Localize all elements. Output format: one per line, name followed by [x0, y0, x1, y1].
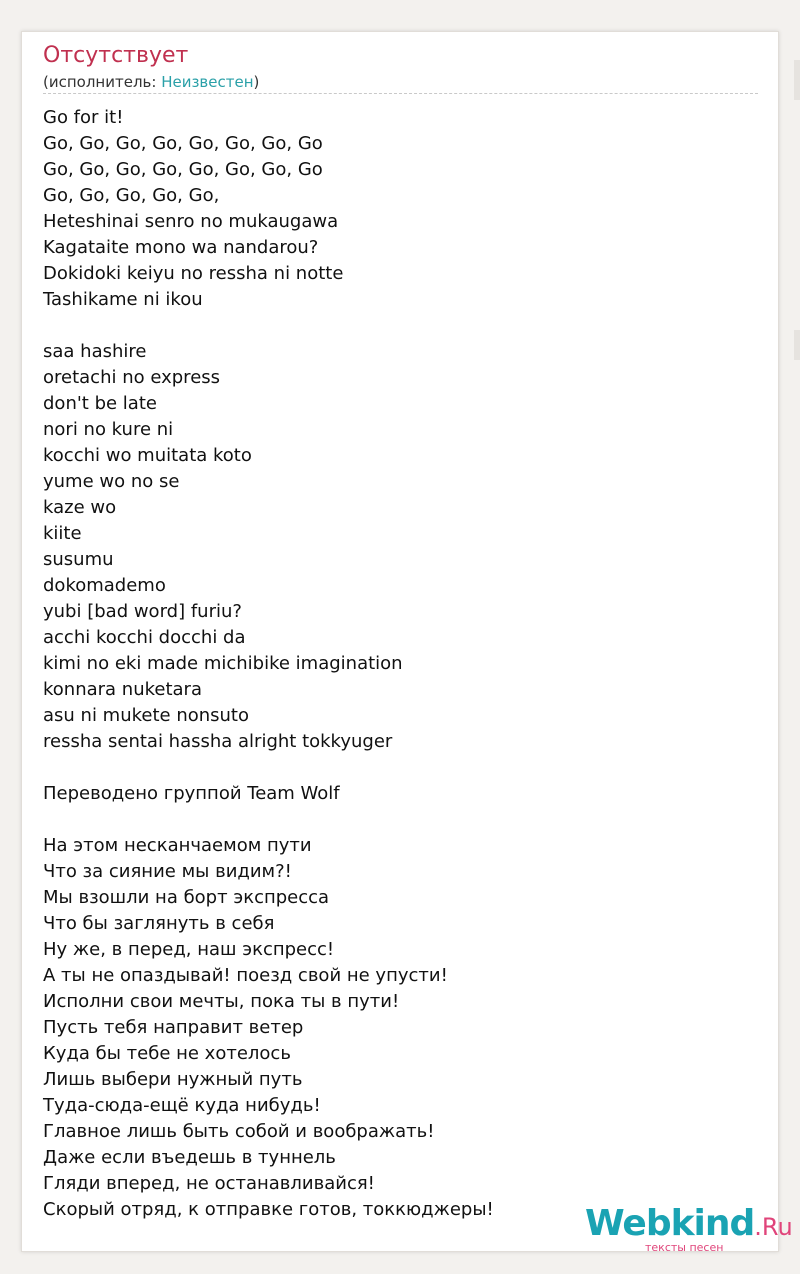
divider: [43, 93, 758, 94]
lyrics-line: kaze wo: [43, 497, 117, 518]
lyrics-line: Go, Go, Go, Go, Go, Go, Go, Go: [43, 133, 323, 154]
logo-domain: .Ru: [754, 1213, 793, 1241]
lyrics-line: oretachi no express: [43, 367, 221, 388]
artist-line: [43, 72, 259, 92]
logo-wordmark: Webkind: [585, 1203, 755, 1244]
lyrics-line: Go for it!: [43, 107, 124, 128]
lyrics-line: yubi [bad word] furiu?: [43, 601, 242, 622]
lyrics-line: nori no kure ni: [43, 419, 174, 440]
artist-link[interactable]: Неизвестен: [161, 73, 254, 91]
lyrics-line: dokomademo: [43, 575, 166, 596]
lyrics-line: Что за сияние мы видим?!: [43, 861, 292, 882]
lyrics-line: На этом несканчаемом пути: [43, 835, 312, 856]
logo-tagline: тексты песен: [645, 1241, 724, 1254]
lyrics-blank-line: [43, 313, 763, 339]
site-logo[interactable]: [585, 1203, 793, 1254]
lyrics-line: kocchi wo muitata koto: [43, 445, 252, 466]
lyrics-line: Go, Go, Go, Go, Go, Go, Go, Go: [43, 159, 323, 180]
lyrics-line: Гляди вперед, не останавливайся!: [43, 1173, 375, 1194]
artist-prefix: (исполнитель:: [43, 73, 162, 91]
lyrics-line: susumu: [43, 549, 114, 570]
lyrics-line: Даже если въедешь в туннель: [43, 1147, 336, 1168]
lyrics-blank-line: [43, 807, 763, 833]
lyrics-line: acchi kocchi docchi da: [43, 627, 246, 648]
lyrics-card: [21, 31, 793, 1254]
song-title: Отсутствует: [43, 43, 189, 68]
lyrics-line: Мы взошли на борт экспресса: [43, 887, 330, 908]
lyrics-line: Go, Go, Go, Go, Go,: [43, 185, 220, 206]
lyrics-line: Пусть тебя направит ветер: [43, 1017, 304, 1038]
page-edge-top: [794, 60, 800, 100]
lyrics-line: Скорый отряд, к отправке готов, токкюджеры!: [43, 1199, 494, 1220]
lyrics-line: Ну же, в перед, наш экспресс!: [43, 939, 335, 960]
lyrics-line: Туда-сюда-ещё куда нибудь!: [43, 1095, 321, 1116]
lyrics-line: don't be late: [43, 393, 157, 414]
lyrics-line: Куда бы тебе не хотелось: [43, 1043, 291, 1064]
lyrics-line: Что бы заглянуть в себя: [43, 913, 275, 934]
lyrics-line: yume wo no se: [43, 471, 180, 492]
lyrics-line: Heteshinai senro no mukaugawa: [43, 211, 339, 232]
lyrics-line: Лишь выбери нужный путь: [43, 1069, 303, 1090]
lyrics-line: kiite: [43, 523, 82, 544]
lyrics-line: Tashikame ni ikou: [43, 289, 203, 310]
lyrics-line: saa hashire: [43, 341, 147, 362]
lyrics-line: asu ni mukete nonsuto: [43, 705, 250, 726]
lyrics-text: [43, 105, 763, 1223]
lyrics-line: Исполни свои мечты, пока ты в пути!: [43, 991, 400, 1012]
lyrics-line: Dokidoki keiyu no ressha ni notte: [43, 263, 344, 284]
lyrics-line: konnara nuketara: [43, 679, 202, 700]
lyrics-line: Главное лишь быть собой и воображать!: [43, 1121, 435, 1142]
lyrics-line: ressha sentai hassha alright tokkyuger: [43, 731, 393, 752]
lyrics-line: kimi no eki made michibike imagination: [43, 653, 403, 674]
lyrics-blank-line: [43, 755, 763, 781]
lyrics-line: Kagataite mono wa nandarou?: [43, 237, 319, 258]
page-edge-bottom: [794, 330, 800, 360]
artist-suffix: ): [253, 73, 260, 91]
lyrics-line: А ты не опаздывай! поезд свой не упусти!: [43, 965, 448, 986]
lyrics-line: Переводено группой Team Wolf: [43, 783, 340, 804]
